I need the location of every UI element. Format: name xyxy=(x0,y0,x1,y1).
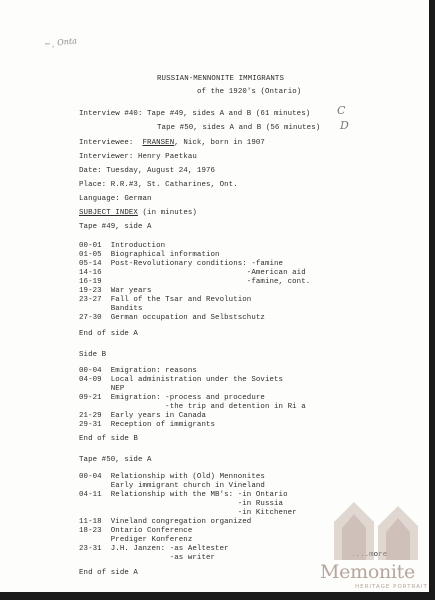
handwritten-mark-2: D xyxy=(340,119,349,132)
place-line: Place: R.R.#3, St. Catharines, Ont. xyxy=(79,181,238,189)
tape50-end: End of side A xyxy=(79,569,138,577)
tape50-entry: -in Russia xyxy=(79,500,284,508)
tape50-entry: Prediger Konferenz xyxy=(79,536,193,544)
tape49-entry: 01-05 Biographical information xyxy=(79,251,220,259)
subject-index-heading xyxy=(79,209,197,218)
interview-tape-line-1: Interview #40: Tape #49, sides A and B (61 minutes) xyxy=(79,110,311,118)
interviewee-details: , Nick, born in 1907 xyxy=(174,139,265,147)
side-b-entry: 21-29 Early years in Canada xyxy=(79,412,206,420)
tape50-entry: 18-23 Ontario Conference xyxy=(79,527,193,535)
tape50-entry: -as writer xyxy=(79,554,216,562)
side-b-entry: 29-31 Reception of immigrants xyxy=(79,421,216,429)
date-line: Date: Tuesday, August 24, 1976 xyxy=(79,167,216,175)
subject-index-label: SUBJECT INDEX xyxy=(79,209,138,217)
watermark-logo-icon xyxy=(328,500,432,562)
tape50-entry: 04-11 Relationship with the MB's: -in Ontario xyxy=(79,491,288,499)
tape49-entry: 27-30 German occupation and Selbstschutz xyxy=(79,314,265,322)
side-b-entry: 09-21 Emigration: -process and procedure xyxy=(79,394,265,402)
tape50-entry: Early immigrant church in Vineland xyxy=(79,482,265,490)
tape50-entry: 23-31 J.H. Janzen: -as Aeltester xyxy=(79,545,229,553)
tape50-entry: -in Kitchener xyxy=(79,509,297,517)
handwritten-mark-1: C xyxy=(337,104,346,117)
language-line: Language: German xyxy=(79,195,152,203)
tape49-entry: 16-19 -famine, cont. xyxy=(79,278,311,286)
side-b-entry: NEP xyxy=(79,385,125,393)
subject-index-suffix: (in minutes) xyxy=(137,209,197,217)
side-b-end: End of side B xyxy=(79,435,138,443)
document-title: RUSSIAN-MENNONITE IMMIGRANTS xyxy=(157,75,284,83)
interview-tape-line-2: Tape #50, sides A and B (56 minutes) xyxy=(157,124,321,132)
tape49-entry: 19-23 War years xyxy=(79,287,152,295)
watermark-name: Memonite xyxy=(320,561,415,583)
side-b-heading: Side B xyxy=(79,351,107,359)
interviewee-name: FRANSEN xyxy=(142,139,175,147)
tape49-entry: 23-27 Fall of the Tsar and Revolution xyxy=(79,296,252,304)
interviewer-line: Interviewer: Henry Paetkau xyxy=(79,153,197,161)
side-b-entry: 00-04 Emigration: reasons xyxy=(79,367,197,375)
tape50-heading: Tape #50, side A xyxy=(79,456,152,464)
tape49-entry: Bandits xyxy=(79,305,143,313)
tape49-entry: 05-14 Post-Revolutionary conditions: -famine xyxy=(79,260,284,268)
tape49-entry: 00-01 Introduction xyxy=(79,242,166,250)
tape49-entry: 14-16 -American aid xyxy=(79,269,306,277)
tape49-heading: Tape #49, side A xyxy=(79,223,152,231)
interviewee-label: Interviewee: xyxy=(79,139,134,147)
side-b-entry: 04-09 Local administration under the Soviets xyxy=(79,376,284,384)
interviewee-line xyxy=(79,139,265,148)
tape50-entry: 00-04 Relationship with (Old) Mennonites xyxy=(79,473,265,481)
watermark-tagline: HERITAGE PORTRAIT xyxy=(355,584,428,590)
tape49-end: End of side A xyxy=(79,330,138,338)
document-subtitle: of the 1920's (Ontario) xyxy=(197,88,302,96)
tape50-entry: 11-18 Vineland congregation organized xyxy=(79,518,252,526)
side-b-entry: -the trip and detention in Ri a xyxy=(79,403,306,411)
handwritten-note: ~¸ Onta xyxy=(43,36,78,49)
